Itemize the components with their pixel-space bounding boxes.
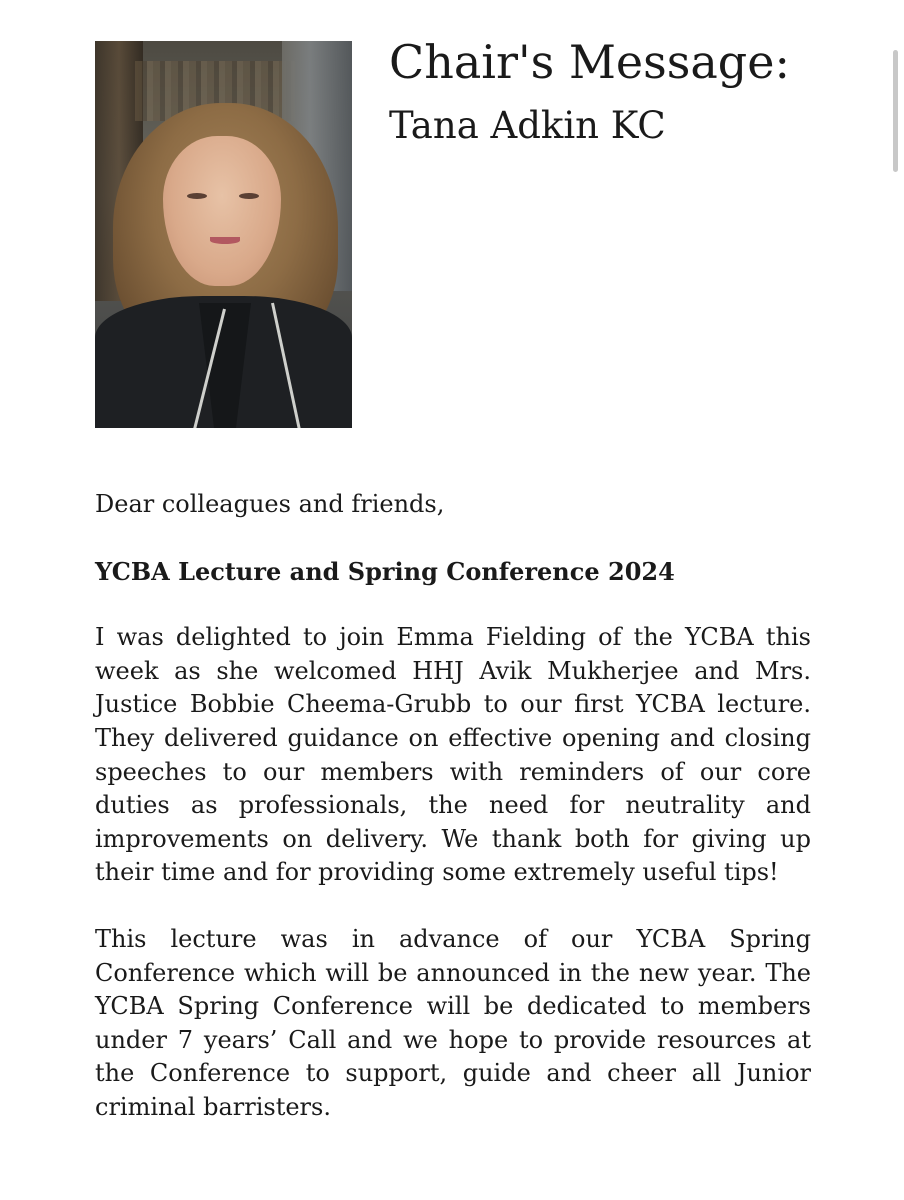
greeting: Dear colleagues and friends, — [95, 490, 445, 518]
paragraph: I was delighted to join Emma Fielding of the YCBA this week as she welcomed HHJ Avik Mukherjee and Mrs. Justice Bobbie Cheema-Grubb to our first YCBA lecture. They delivered guidance on effective opening and closing speeches to our members with reminders of our core duties as professionals, the need for neutrality and improvements on delivery. We thank both for giving up their time and for providing some extremely useful tips! — [95, 623, 811, 887]
photo-eye-right — [239, 193, 259, 199]
photo-mouth — [210, 237, 240, 244]
paragraph: This lecture was in advance of our YCBA Spring Conference which will be announced in the new year. The YCBA Spring Conference will be dedicated to members under 7 years’ Call and we hope to provide resources at the Conference to support, guide and cheer all Junior criminal barristers. — [95, 924, 811, 1121]
author-name: Tana Adkin KC — [389, 104, 666, 147]
photo-face — [163, 136, 281, 286]
photo-eye-left — [187, 193, 207, 199]
page-title: Chair's Message: — [389, 35, 790, 89]
scrollbar[interactable] — [893, 50, 898, 172]
portrait-photo — [95, 41, 352, 428]
section-heading: YCBA Lecture and Spring Conference 2024 — [95, 556, 675, 586]
letter-body — [95, 488, 811, 1125]
